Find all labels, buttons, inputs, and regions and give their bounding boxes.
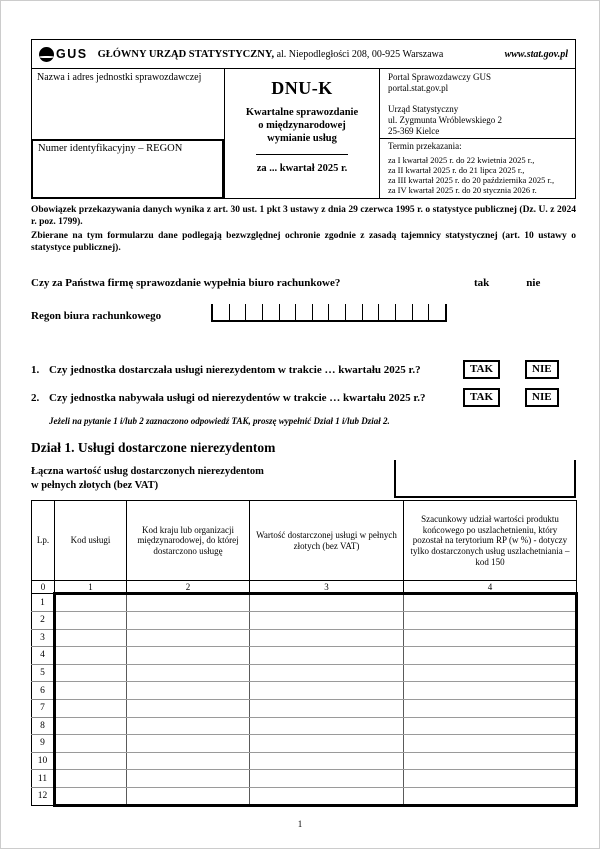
conditional-note: Jeżeli na pytanie 1 i/lub 2 zaznaczono odpowiedź TAK, proszę wypełnić Dział 1 i/lub Dział 2. — [49, 416, 390, 427]
row-lp: 4 — [32, 647, 55, 665]
cell-service-code[interactable] — [55, 735, 127, 753]
header-row — [32, 501, 577, 581]
cell-service-code[interactable] — [55, 699, 127, 717]
cell-service-code[interactable] — [55, 629, 127, 647]
col-number-3: 3 — [250, 581, 404, 594]
cell-service-code[interactable] — [55, 752, 127, 770]
total-value-label — [31, 460, 386, 498]
institution-address: al. Niepodległości 208, 00-925 Warszawa — [274, 48, 444, 60]
cell-service-code[interactable] — [55, 647, 127, 665]
cell-value[interactable] — [250, 664, 404, 682]
portal-line2: portal.stat.gov.pl — [388, 83, 449, 94]
regon-number-label: Numer identyfikacyjny – REGON — [38, 143, 183, 154]
col-header-lp: Lp. — [32, 501, 55, 581]
question-1-no-checkbox[interactable]: NIE — [525, 360, 559, 379]
cell-service-code[interactable] — [55, 717, 127, 735]
question-1-text: Czy jednostka dostarczała usługi nierezydentom w trakcie … kwartału 2025 r.? — [49, 363, 421, 376]
gus-logo-label: GUS — [56, 47, 88, 61]
deadline-q1: za I kwartał 2025 r. do 22 kwietnia 2025 r., — [388, 154, 535, 165]
cell-value[interactable] — [250, 647, 404, 665]
form-code: DNU-K — [271, 78, 333, 98]
legal-paragraph-2: Zbierane na tym formularzu dane podlegają bezwzględnej ochronie zgodnie z zasadą tajemnicy statystycznej (art. 10 ustawy o statystyce publicznej). — [31, 230, 576, 254]
spacer — [388, 95, 567, 104]
portal-office-block — [380, 69, 575, 139]
services-table-head — [32, 501, 577, 594]
office-line1: Urząd Statystyczny — [388, 103, 459, 114]
row-lp: 11 — [32, 770, 55, 788]
cell-value[interactable] — [250, 629, 404, 647]
deadline-q4: za IV kwartał 2025 r. do 20 stycznia 2026 r. — [388, 185, 537, 196]
question-2-no-checkbox[interactable]: NIE — [525, 388, 559, 407]
gus-logo-icon — [39, 47, 88, 62]
cell-share[interactable] — [404, 787, 577, 805]
institution-name: GŁÓWNY URZĄD STATYSTYCZNY, — [97, 48, 275, 60]
form-title-line3: wymianie usług — [267, 133, 337, 145]
question-2-number: 2. — [31, 391, 40, 404]
cell-share[interactable] — [404, 735, 577, 753]
question-2-text: Czy jednostka nabywała usługi od nierezydentów w trakcie … kwartału 2025 r.? — [49, 391, 426, 404]
accounting-regon-input[interactable] — [211, 304, 447, 322]
table-row — [32, 629, 577, 647]
regon-digit-cell[interactable] — [412, 304, 429, 320]
cell-country-code[interactable] — [127, 717, 250, 735]
gus-globe-icon — [39, 47, 54, 62]
cell-share[interactable] — [404, 647, 577, 665]
cell-share[interactable] — [404, 770, 577, 788]
header-main-row — [32, 69, 575, 198]
regon-digit-cell[interactable] — [428, 304, 445, 320]
accounting-office-no[interactable]: nie — [526, 277, 541, 290]
accounting-office-yes[interactable]: tak — [474, 277, 490, 290]
accounting-office-question-row — [31, 277, 576, 289]
col-header-service-code: Kod usługi — [55, 501, 127, 581]
cell-share[interactable] — [404, 752, 577, 770]
cell-country-code[interactable] — [127, 629, 250, 647]
form-title-cell — [224, 69, 380, 198]
col-number-1: 1 — [55, 581, 127, 594]
row-lp: 6 — [32, 682, 55, 700]
row-lp: 9 — [32, 735, 55, 753]
question-1-number: 1. — [31, 363, 40, 376]
regon-digit-cell[interactable] — [279, 304, 296, 320]
accounting-regon-row — [31, 304, 576, 322]
col-header-share: Szacunkowy udział wartości produktu końcowego po uszlachetnieniu, który pozostał na terytorium RP (w %) - dotyczy tylko dostarczonych usług uszlachetniania – kod 150 — [404, 501, 577, 581]
table-row — [32, 594, 577, 612]
table-row — [32, 682, 577, 700]
total-value-input[interactable] — [394, 460, 576, 498]
accounting-office-question: Czy za Państwa firmę sprawozdanie wypełnia biuro rachunkowe? — [31, 277, 341, 290]
cell-share[interactable] — [404, 611, 577, 629]
row-lp: 5 — [32, 664, 55, 682]
col-header-country-code: Kod kraju lub organizacji międzynarodowej, do której dostarczono usługę — [127, 501, 250, 581]
cell-value[interactable] — [250, 787, 404, 805]
regon-digit-cell[interactable] — [312, 304, 329, 320]
cell-country-code[interactable] — [127, 594, 250, 612]
cell-value[interactable] — [250, 682, 404, 700]
cell-value[interactable] — [250, 770, 404, 788]
table-row — [32, 611, 577, 629]
regon-number-field[interactable] — [31, 139, 224, 199]
col-number-0: 0 — [32, 581, 55, 594]
office-line2: ul. Zygmunta Wróblewskiego 2 — [388, 114, 502, 125]
regon-digit-cell[interactable] — [262, 304, 279, 320]
form-period: za ... kwartał 2025 r. — [256, 163, 348, 175]
cell-country-code[interactable] — [127, 611, 250, 629]
table-row — [32, 664, 577, 682]
question-1-yes-checkbox[interactable]: TAK — [463, 360, 500, 379]
regon-digit-cell[interactable] — [211, 304, 229, 320]
cell-country-code[interactable] — [127, 699, 250, 717]
cell-service-code[interactable] — [55, 682, 127, 700]
cell-value[interactable] — [250, 594, 404, 612]
row-lp: 7 — [32, 699, 55, 717]
cell-service-code[interactable] — [55, 594, 127, 612]
deadline-q3: za III kwartał 2025 r. do 20 października 2025 r., — [388, 175, 555, 186]
question-1-row — [31, 360, 576, 379]
cell-service-code[interactable] — [55, 770, 127, 788]
total-value-label-line2: w pełnych złotych (bez VAT) — [31, 479, 159, 491]
table-row — [32, 699, 577, 717]
reporting-unit-cell — [32, 69, 224, 198]
cell-country-code[interactable] — [127, 752, 250, 770]
institution-line — [98, 49, 444, 60]
regon-digit-cell[interactable] — [345, 304, 362, 320]
table-row — [32, 647, 577, 665]
cell-value[interactable] — [250, 611, 404, 629]
regon-digit-cell[interactable] — [229, 304, 246, 320]
page-number: 1 — [297, 819, 303, 829]
table-row — [32, 735, 577, 753]
row-lp: 2 — [32, 611, 55, 629]
form-title-line2: o międzynarodowej — [258, 120, 346, 132]
regon-digit-cell[interactable] — [295, 304, 312, 320]
accounting-regon-label: Regon biura rachunkowego — [31, 310, 162, 323]
deadline-q2: za II kwartał 2025 r. do 21 lipca 2025 r., — [388, 164, 525, 175]
cell-country-code[interactable] — [127, 770, 250, 788]
form-title-line1: Kwartalne sprawozdanie — [245, 107, 359, 118]
cell-country-code[interactable] — [127, 664, 250, 682]
col-number-2: 2 — [127, 581, 250, 594]
row-lp: 8 — [32, 717, 55, 735]
deadlines-block — [380, 139, 575, 198]
row-lp: 1 — [32, 594, 55, 612]
office-line3: 25-369 Kielce — [388, 126, 440, 136]
cell-share[interactable] — [404, 594, 577, 612]
table-row — [32, 717, 577, 735]
cell-service-code[interactable] — [55, 611, 127, 629]
cell-country-code[interactable] — [127, 787, 250, 805]
row-lp: 10 — [32, 752, 55, 770]
cell-country-code[interactable] — [127, 647, 250, 665]
legal-paragraph-1: Obowiązek przekazywania danych wynika z art. 30 ust. 1 pkt 3 ustawy z dnia 29 czerwca 1995 r. o statystyce publicznej (Dz. U. z 2024 r. poz. 1799). — [31, 205, 576, 228]
total-value-row — [31, 460, 576, 498]
cell-share[interactable] — [404, 682, 577, 700]
table-row — [32, 770, 577, 788]
form-content — [31, 39, 576, 807]
cell-share[interactable] — [404, 717, 577, 735]
title-divider — [256, 154, 348, 155]
column-number-row — [32, 581, 577, 594]
deadline-label: Termin przekazania: — [388, 141, 462, 151]
website-link: www.stat.gov.pl — [504, 48, 568, 60]
regon-digit-cell[interactable] — [395, 304, 412, 320]
cell-value[interactable] — [250, 717, 404, 735]
office-info-cell — [380, 69, 575, 198]
cell-service-code[interactable] — [55, 664, 127, 682]
row-lp: 3 — [32, 629, 55, 647]
col-number-4: 4 — [404, 581, 577, 594]
cell-value[interactable] — [250, 735, 404, 753]
form-header — [31, 39, 576, 199]
regon-digit-cell[interactable] — [245, 304, 262, 320]
cell-value[interactable] — [250, 752, 404, 770]
cell-share[interactable] — [404, 699, 577, 717]
regon-digit-cell[interactable] — [378, 304, 395, 320]
table-row — [32, 752, 577, 770]
cell-country-code[interactable] — [127, 682, 250, 700]
regon-digit-cell[interactable] — [328, 304, 345, 320]
question-2-row — [31, 388, 576, 407]
cell-share[interactable] — [404, 629, 577, 647]
header-top-row — [32, 40, 575, 69]
cell-country-code[interactable] — [127, 735, 250, 753]
row-lp: 12 — [32, 787, 55, 805]
cell-share[interactable] — [404, 664, 577, 682]
cell-service-code[interactable] — [55, 787, 127, 805]
form-title — [225, 106, 379, 145]
cell-value[interactable] — [250, 699, 404, 717]
services-table-body — [32, 594, 577, 805]
section-1-heading: Dział 1. Usługi dostarczone nierezydentom — [31, 440, 276, 456]
table-row — [32, 787, 577, 805]
regon-digit-cell[interactable] — [362, 304, 379, 320]
services-table — [31, 500, 578, 806]
total-value-label-line1: Łączna wartość usług dostarczonych nierezydentom — [31, 466, 264, 478]
portal-line1: Portal Sprawozdawczy GUS — [388, 72, 491, 82]
reporting-unit-label: Nazwa i adres jednostki sprawozdawczej — [37, 72, 202, 83]
question-2-yes-checkbox[interactable]: TAK — [463, 388, 500, 407]
legal-notice — [31, 204, 576, 254]
col-header-value: Wartość dostarczonej usługi w pełnych złotych (bez VAT) — [250, 501, 404, 581]
